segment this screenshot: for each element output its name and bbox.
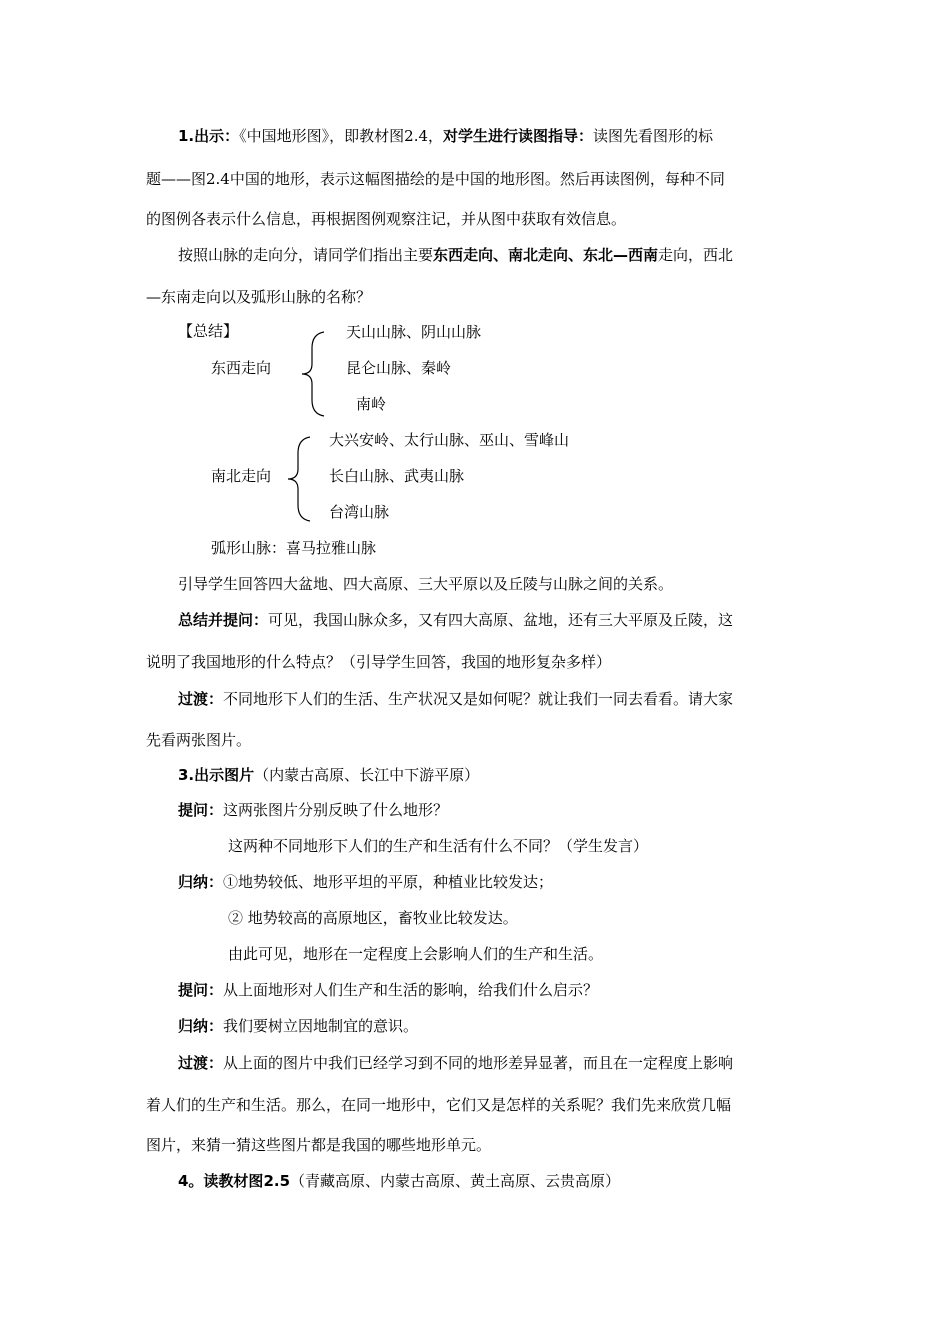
sum2-bold: 归纳： [178,1017,224,1035]
trans2-bold: 过渡： [178,1054,224,1072]
ask1-text: 这两张图片分别反映了什么地形？ [223,801,449,819]
p2-text2: 走向，西北 [658,246,734,264]
p1-line1 [178,126,713,146]
sum2-text: 我们要树立因地制宜的意识。 [223,1017,419,1035]
p2-line1 [178,245,733,265]
trans1-bold: 过渡： [178,690,224,708]
ew-item: 昆仑山脉、秦岭 [346,359,452,377]
trans2-line1 [178,1053,733,1073]
ew-item: 天山山脉、阴山山脉 [346,323,482,341]
arc-mountains: 弧形山脉：喜马拉雅山脉 [211,539,377,557]
s4-bold: 4。读教材图2.5 [178,1172,291,1190]
p1-text1: 《中国地形图》，即教材图2.4， [239,127,444,145]
summary-label: 【总结】 [178,322,239,340]
p1-number: 1. [178,127,195,145]
ask2-text: 从上面地形对人们生产和生活的影响，给我们什么启示？ [223,981,599,999]
ask1-line2: 这两种不同地形下人们的生产和生活有什么不同？（学生发言） [228,837,649,855]
ns-item: 长白山脉、武夷山脉 [329,467,465,485]
trans2-text: 从上面的图片中我们已经学习到不同的地形差异显著，而且在一定程度上影响 [223,1054,734,1072]
p1-lead: 出示： [194,127,240,145]
p2-bold: 东西走向、南北走向、东北—西南 [433,246,659,264]
sum1-line2: ② 地势较高的高原地区，畜牧业比较发达。 [228,909,518,927]
sum1-text: ①地势较低、地形平坦的平原，种植业比较发达； [223,873,554,891]
q1-line1 [178,610,733,630]
ask1-line1 [178,800,448,820]
trans2-line3: 图片，来猜一猜这些图片都是我国的哪些地形单元。 [146,1136,492,1154]
trans1-text: 不同地形下人们的生活、生产状况又是如何呢？就让我们一同去看看。请大家 [223,690,734,708]
ns-brace [284,435,316,523]
trans1-line2: 先看两张图片。 [146,731,252,749]
q1-line2: 说明了我国地形的什么特点？（引导学生回答，我国的地形复杂多样） [146,653,612,671]
ew-item: 南岭 [356,395,387,413]
s3-line [178,765,479,785]
trans2-line2: 着人们的生产和生活。那么，在同一地形中，它们又是怎样的关系呢？我们先来欣赏几幅 [146,1096,732,1114]
trans1-line1 [178,689,733,709]
sum2-line [178,1016,418,1036]
ns-label: 南北走向 [211,467,272,485]
q1-text: 可见，我国山脉众多，又有四大高原、盆地，还有三大平原及丘陵，这 [268,611,734,629]
ask1-bold: 提问： [178,801,224,819]
sum1-bold: 归纳： [178,873,224,891]
ask2-bold: 提问： [178,981,224,999]
p2-text1: 按照山脉的走向分，请同学们指出主要 [178,246,434,264]
s4-text: （青藏高原、内蒙古高原、黄土高原、云贵高原） [290,1172,621,1190]
ask2-line [178,980,598,1000]
ew-label: 东西走向 [211,359,272,377]
ns-item: 台湾山脉 [329,503,390,521]
ns-item: 大兴安岭、太行山脉、巫山、雪峰山 [329,431,570,449]
sum1-line3: 由此可见，地形在一定程度上会影响人们的生产和生活。 [228,945,604,963]
sum1-line1 [178,872,553,892]
q1-bold: 总结并提问： [178,611,269,629]
s3-text: （内蒙古高原、长江中下游平原） [254,766,480,784]
p1-line3: 的图例各表示什么信息，再根据图例观察注记，并从图中获取有效信息。 [146,210,627,228]
guide-text: 引导学生回答四大盆地、四大高原、三大平原以及丘陵与山脉之间的关系。 [178,575,674,593]
p1-bold: 对学生进行读图指导： [443,127,594,145]
p1-text2: 读图先看图形的标 [593,127,714,145]
ew-brace [298,330,330,418]
p1-line2: 题——图2.4中国的地形，表示这幅图描绘的是中国的地形图。然后再读图例，每种不同 [146,170,725,188]
s4-line [178,1171,620,1191]
p2-line2: —东南走向以及弧形山脉的名称？ [146,288,372,306]
s3-bold: 3.出示图片 [178,766,255,784]
